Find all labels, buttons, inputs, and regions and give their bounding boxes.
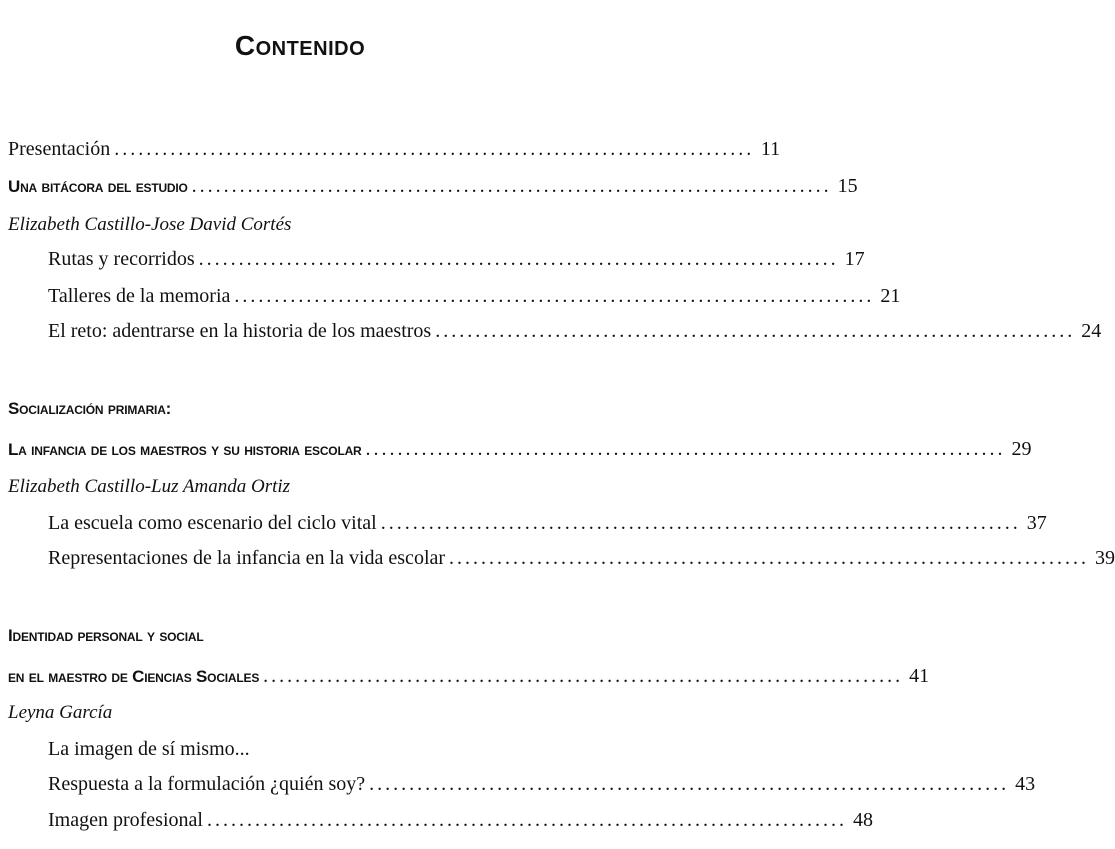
toc-section-heading-3-line1: Identidad personal y social bbox=[8, 626, 204, 645]
toc-page-number: 24 bbox=[1081, 320, 1102, 342]
leader-dots: ................................................................................ bbox=[365, 438, 1006, 460]
toc-entry-label: Imagen profesional bbox=[48, 809, 203, 831]
toc-entry-label: Respuesta a la formulación ¿quién soy? bbox=[48, 773, 366, 795]
toc-section-heading-2-line1: Socialización primaria: bbox=[8, 399, 172, 418]
leader-dots: ................................................................................ bbox=[435, 320, 1076, 342]
toc-author: Leyna García bbox=[8, 702, 113, 723]
toc-entry-label: Talleres de la memoria bbox=[48, 285, 231, 307]
leader-dots: ................................................................................ bbox=[114, 138, 755, 160]
leader-dots: ................................................................................ bbox=[380, 512, 1021, 534]
toc-entry-label: Representaciones de la infancia en la vida escolar bbox=[48, 547, 446, 569]
toc-author: Elizabeth Castillo-Luz Amanda Ortiz bbox=[8, 476, 291, 497]
toc-subentry[interactable] bbox=[48, 318, 1102, 344]
toc-page-number: 37 bbox=[1026, 512, 1047, 534]
leader-dots: ................................................................................ bbox=[191, 175, 832, 197]
toc-section-heading-3[interactable] bbox=[8, 663, 930, 690]
toc-page-number: 15 bbox=[837, 175, 858, 197]
toc-subentry[interactable] bbox=[48, 510, 1047, 536]
toc-entry-presentacion[interactable] bbox=[8, 136, 781, 162]
toc-page-number: 43 bbox=[1015, 773, 1036, 795]
toc-page-number: 29 bbox=[1011, 438, 1032, 460]
toc-subentry[interactable] bbox=[48, 807, 873, 833]
toc-page-number: 39 bbox=[1095, 547, 1115, 569]
toc-page-number: 41 bbox=[909, 665, 930, 687]
toc-entry-label: Rutas y recorridos bbox=[48, 248, 195, 270]
toc-page-number: 48 bbox=[852, 809, 873, 831]
toc-section-heading-2[interactable] bbox=[8, 436, 1032, 463]
toc-subentry[interactable] bbox=[48, 283, 901, 309]
page-title: Contenido bbox=[234, 30, 366, 61]
toc-entry-label: La escuela como escenario del ciclo vital bbox=[48, 512, 377, 534]
toc-section-title: en el maestro de Ciencias Sociales bbox=[8, 667, 260, 686]
toc-entry-label: La imagen de sí mismo... bbox=[48, 738, 250, 760]
leader-dots: ................................................................................ bbox=[263, 665, 904, 687]
toc-subentry[interactable] bbox=[48, 246, 865, 272]
leader-dots: ................................................................................ bbox=[198, 248, 839, 270]
toc-entry-label: Presentación bbox=[8, 138, 111, 160]
toc-section-heading-1[interactable] bbox=[8, 173, 858, 200]
leader-dots: ................................................................................ bbox=[449, 547, 1090, 569]
toc-section-title: Una bitácora del estudio bbox=[8, 177, 188, 196]
leader-dots: ................................................................................ bbox=[206, 809, 847, 831]
toc-page-number: 21 bbox=[880, 285, 901, 307]
toc-page-number: 11 bbox=[760, 138, 781, 160]
toc-section-title: La infancia de los maestros y su historia escolar bbox=[8, 440, 362, 459]
leader-dots: ................................................................................ bbox=[369, 773, 1010, 795]
toc-author: Elizabeth Castillo-Jose David Cortés bbox=[8, 214, 292, 235]
toc-entry-label: El reto: adentrarse en la historia de los maestros bbox=[48, 320, 432, 342]
leader-dots: ................................................................................ bbox=[234, 285, 875, 307]
toc-subentry[interactable] bbox=[48, 545, 1115, 571]
toc-subentry[interactable] bbox=[48, 771, 1036, 797]
toc-page-number: 17 bbox=[844, 248, 865, 270]
toc-subentry[interactable] bbox=[48, 736, 576, 762]
